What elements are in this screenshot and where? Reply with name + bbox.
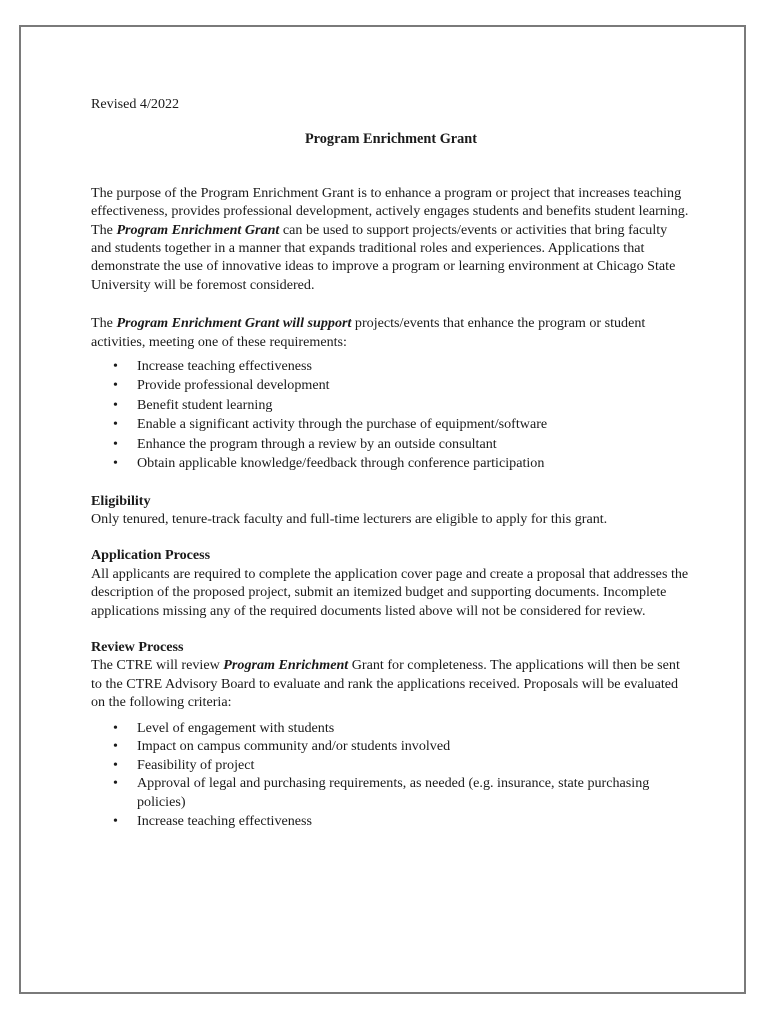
- requirement-text: Increase teaching effectiveness: [137, 358, 313, 375]
- purpose-text-1: The purpose of the Program Enrichment Grant is to enhance a program or project that increases teaching effectiveness, provides professional development, actively engages students and benefits student learning. The: [91, 184, 689, 238]
- criterion-text: Impact on campus community and/or students involved: [137, 738, 451, 755]
- document-title: Program Enrichment Grant: [304, 131, 478, 148]
- eligibility-heading: Eligibility: [91, 492, 151, 509]
- bullet-icon: •: [113, 738, 118, 755]
- criterion-text: Increase teaching effectiveness: [137, 812, 313, 829]
- criterion-text: Level of engagement with students: [137, 719, 335, 736]
- document-page: [19, 25, 746, 994]
- review-body: [91, 656, 691, 711]
- list-item: [91, 415, 691, 434]
- purpose-emphasis: Program Enrichment Grant: [116, 221, 280, 238]
- list-item: [91, 737, 691, 756]
- bullet-icon: •: [113, 812, 118, 829]
- bullet-icon: •: [113, 416, 118, 433]
- list-item: [91, 357, 691, 376]
- application-body: All applicants are required to complete the application cover page and create a proposal that addresses the description of the proposed project, submit an itemized budget and supporting documents. Incomplete applications missing any of the required documents listed above will not be considered for review.: [91, 565, 689, 619]
- eligibility-body: Only tenured, tenure-track faculty and full-time lecturers are eligible to apply for this grant.: [91, 510, 608, 527]
- review-text-2: Grant for completeness. The applications will then be sent to the CTRE Advisory Board to evaluate and rank the applications received. Proposals will be evaluated on the following criteria:: [91, 657, 680, 711]
- list-item: [91, 376, 691, 395]
- document-content: [91, 95, 691, 830]
- bullet-icon: •: [113, 435, 118, 452]
- list-item: [91, 756, 691, 775]
- list-item: [91, 454, 691, 473]
- bullet-icon: •: [113, 719, 118, 736]
- list-item: [91, 719, 691, 738]
- criterion-text: Feasibility of project: [137, 756, 255, 773]
- requirement-text: Obtain applicable knowledge/feedback through conference participation: [137, 455, 545, 472]
- bullet-icon: •: [113, 455, 118, 472]
- bullet-icon: •: [113, 377, 118, 394]
- bullet-icon: •: [113, 775, 118, 792]
- support-paragraph: [91, 314, 691, 351]
- requirements-list: [91, 357, 691, 473]
- list-item: [91, 774, 691, 811]
- review-heading: Review Process: [91, 638, 184, 655]
- list-item: [91, 812, 691, 831]
- requirement-text: Enhance the program through a review by an outside consultant: [137, 435, 497, 452]
- requirement-text: Enable a significant activity through the purchase of equipment/software: [137, 416, 548, 433]
- list-item: [91, 435, 691, 454]
- bullet-icon: •: [113, 358, 118, 375]
- purpose-text-2: can be used to support projects/events or activities that bring faculty and students together in a manner that expands traditional roles and experiences. Applications that demonstrate the use of innovative ideas to improve a program or learning environment at Chicago State University will be foremost considered.: [91, 221, 676, 293]
- revision-date: Revised 4/2022: [91, 96, 180, 112]
- purpose-paragraph: [91, 184, 691, 294]
- bullet-icon: •: [113, 756, 118, 773]
- criteria-list: [91, 719, 691, 831]
- support-text-2: projects/events that enhance the program or student activities, meeting one of these requirements:: [91, 315, 646, 350]
- bullet-icon: •: [113, 396, 118, 413]
- review-emphasis: Program Enrichment: [223, 657, 349, 674]
- criterion-text: Approval of legal and purchasing requirements, as needed (e.g. insurance, state purchasing policies): [137, 775, 650, 810]
- application-heading: Application Process: [91, 547, 211, 564]
- requirement-text: Provide professional development: [137, 377, 330, 394]
- review-text-1: The CTRE will review: [91, 657, 224, 674]
- support-emphasis: Program Enrichment Grant will support: [116, 315, 352, 332]
- list-item: [91, 396, 691, 415]
- requirement-text: Benefit student learning: [137, 396, 273, 413]
- support-text-1: The: [91, 315, 117, 332]
